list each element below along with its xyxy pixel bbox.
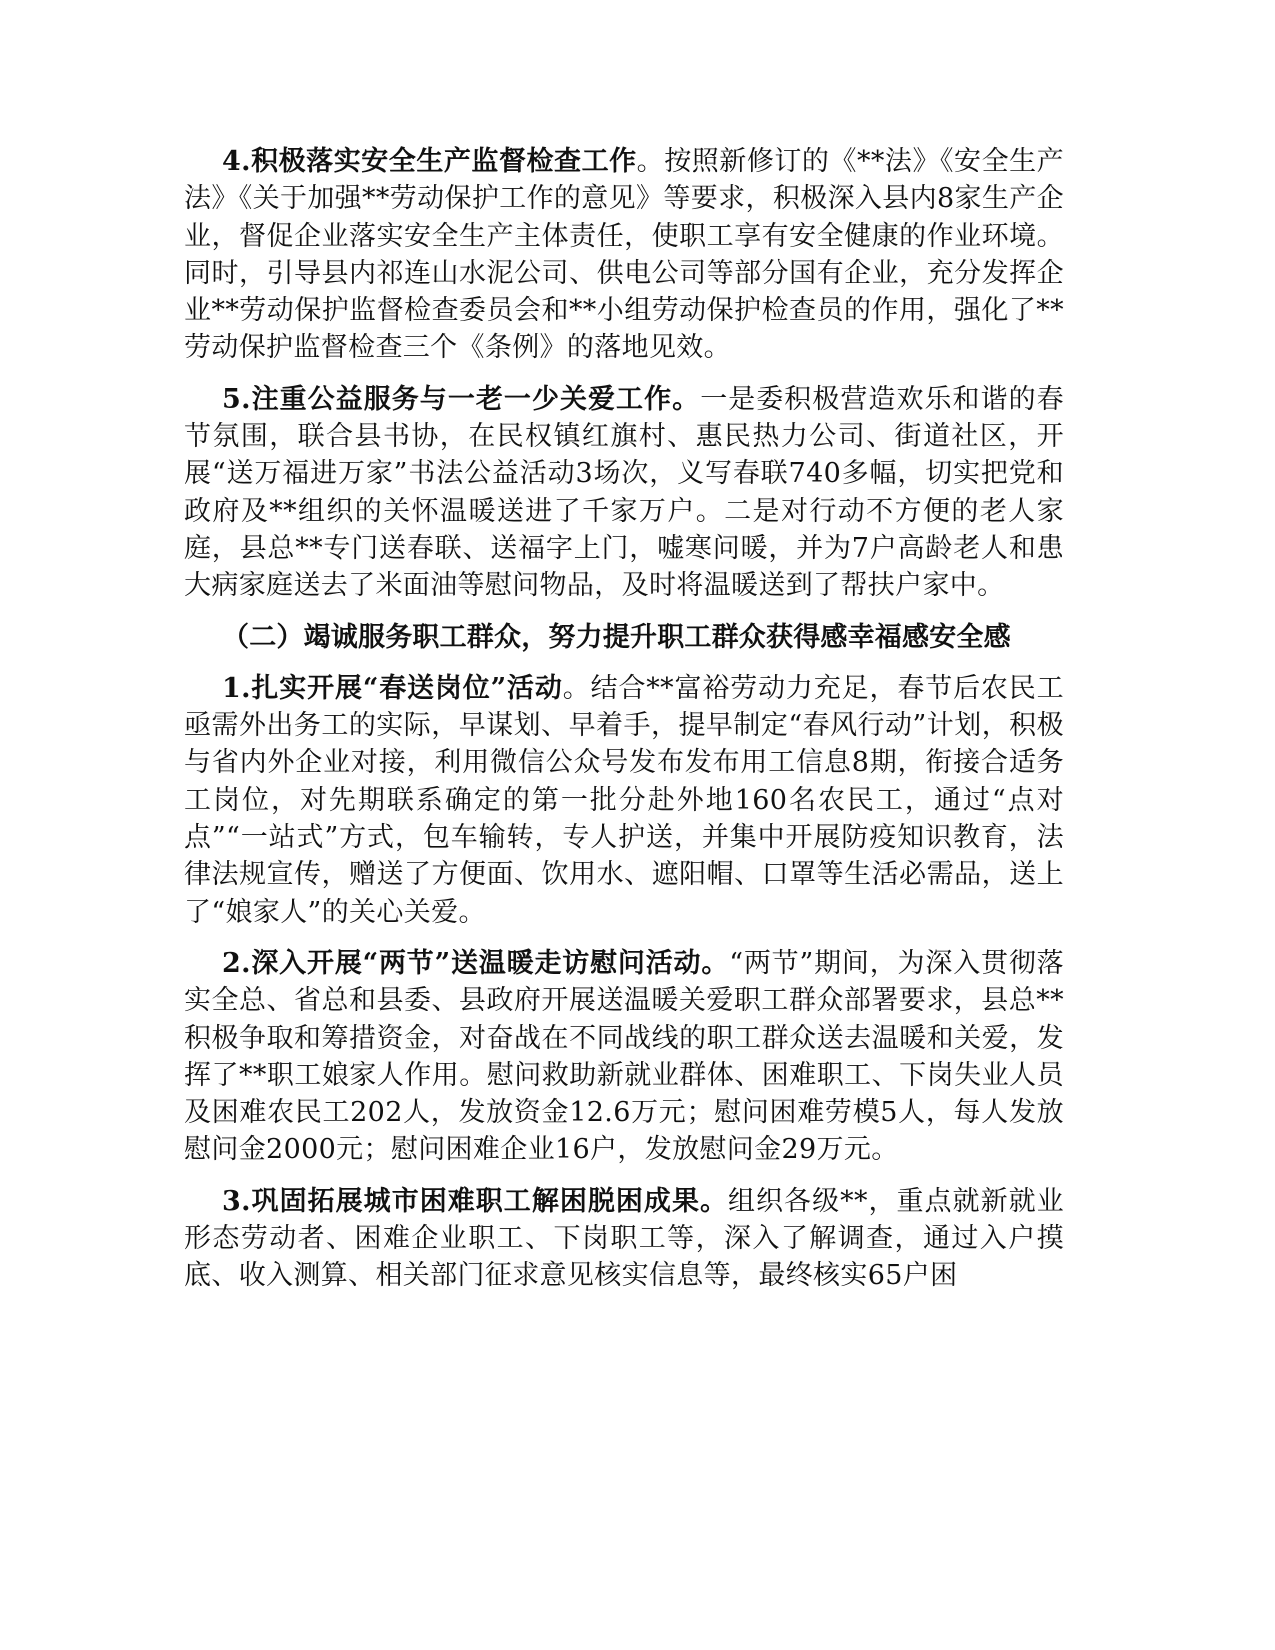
paragraph-public-service bbox=[184, 381, 1064, 605]
paragraph-text: 。结合**富裕劳动力充足，春节后农民工亟需外出务工的实际，早谋划、早着手，提早制定“春风行动”计划，积极与省内外企业对接，利用微信公众号发布发布用工信息8期，衔接合适务工岗位，对先期联系确定的第一批分赴外地160名农民工，通过“点对点”“一站式”方式，包车输转，专人护送，并集中开展防疫知识教育，法律法规宣传，赠送了方便面、饮用水、遮阳帽、口罩等生活必需品，送上了“娘家人”的关心关爱。 bbox=[184, 672, 1064, 928]
paragraph-text: 。按照新修订的《**法》《安全生产法》《关于加强**劳动保护工作的意见》等要求，积极深入县内8家生产企业，督促企业落实安全生产主体责任，使职工享有安全健康的作业环境。同时，引导县内祁连山水泥公司、供电公司等部分国有企业，充分发挥企业**劳动保护监督检查委员会和**小组劳动保护检查员的作用，强化了**劳动保护监督检查三个《条例》的落地见效。 bbox=[184, 146, 1064, 364]
paragraph-spring-jobs bbox=[184, 670, 1064, 931]
paragraph-lead: 2.深入开展“两节”送温暖走访慰问活动。 bbox=[222, 947, 730, 979]
paragraph-text: 组织各级**，重点就新就业形态劳动者、困难企业职工、下岗职工等，深入了解调查，通过入户摸底、收入测算、相关部门征求意见核实信息等，最终核实65户困 bbox=[184, 1185, 1064, 1292]
section-heading: （二）竭诚服务职工群众，努力提升职工群众获得感幸福感安全感 bbox=[222, 621, 1011, 653]
paragraph-poverty-relief bbox=[184, 1183, 1064, 1295]
paragraph-holiday-visits bbox=[184, 945, 1064, 1169]
paragraph-text: “两节”期间，为深入贯彻落实全总、省总和县委、县政府开展送温暖关爱职工群众部署要求，县总**积极争取和筹措资金，对奋战在不同战线的职工群众送去温暖和关爱，发挥了**职工娘家人作用。慰问救助新就业群体、困难职工、下岗失业人员及困难农民工202人，发放资金12.6万元；慰问困难劳模5人，每人发放慰问金2000元；慰问困难企业16户，发放慰问金29万元。 bbox=[184, 947, 1065, 1166]
paragraph-lead: 5.注重公益服务与一老一少关爱工作。 bbox=[222, 383, 701, 415]
paragraph-lead: 4.积极落实安全生产监督检查工作 bbox=[222, 146, 637, 177]
paragraph-text: 一是委积极营造欢乐和谐的春节氛围，联合县书协，在民权镇红旗村、惠民热力公司、街道社区，开展“送万福进万家”书法公益活动3场次，义写春联740多幅，切实把党和政府及**组织的关怀温暖送进了千家万户。二是对行动不方便的老人家庭，县总**专门送春联、送福字上门，嘘寒问暖，并为7户高龄老人和患大病家庭送去了米面油等慰问物品，及时将温暖送到了帮扶户家中。 bbox=[184, 383, 1064, 602]
paragraph-lead: 1.扎实开展“春送岗位”活动 bbox=[222, 672, 563, 704]
document-body bbox=[184, 143, 1064, 1295]
paragraph-safety-inspection bbox=[184, 143, 1064, 367]
paragraph-lead: 3.巩固拓展城市困难职工解困脱困成果。 bbox=[222, 1185, 728, 1217]
